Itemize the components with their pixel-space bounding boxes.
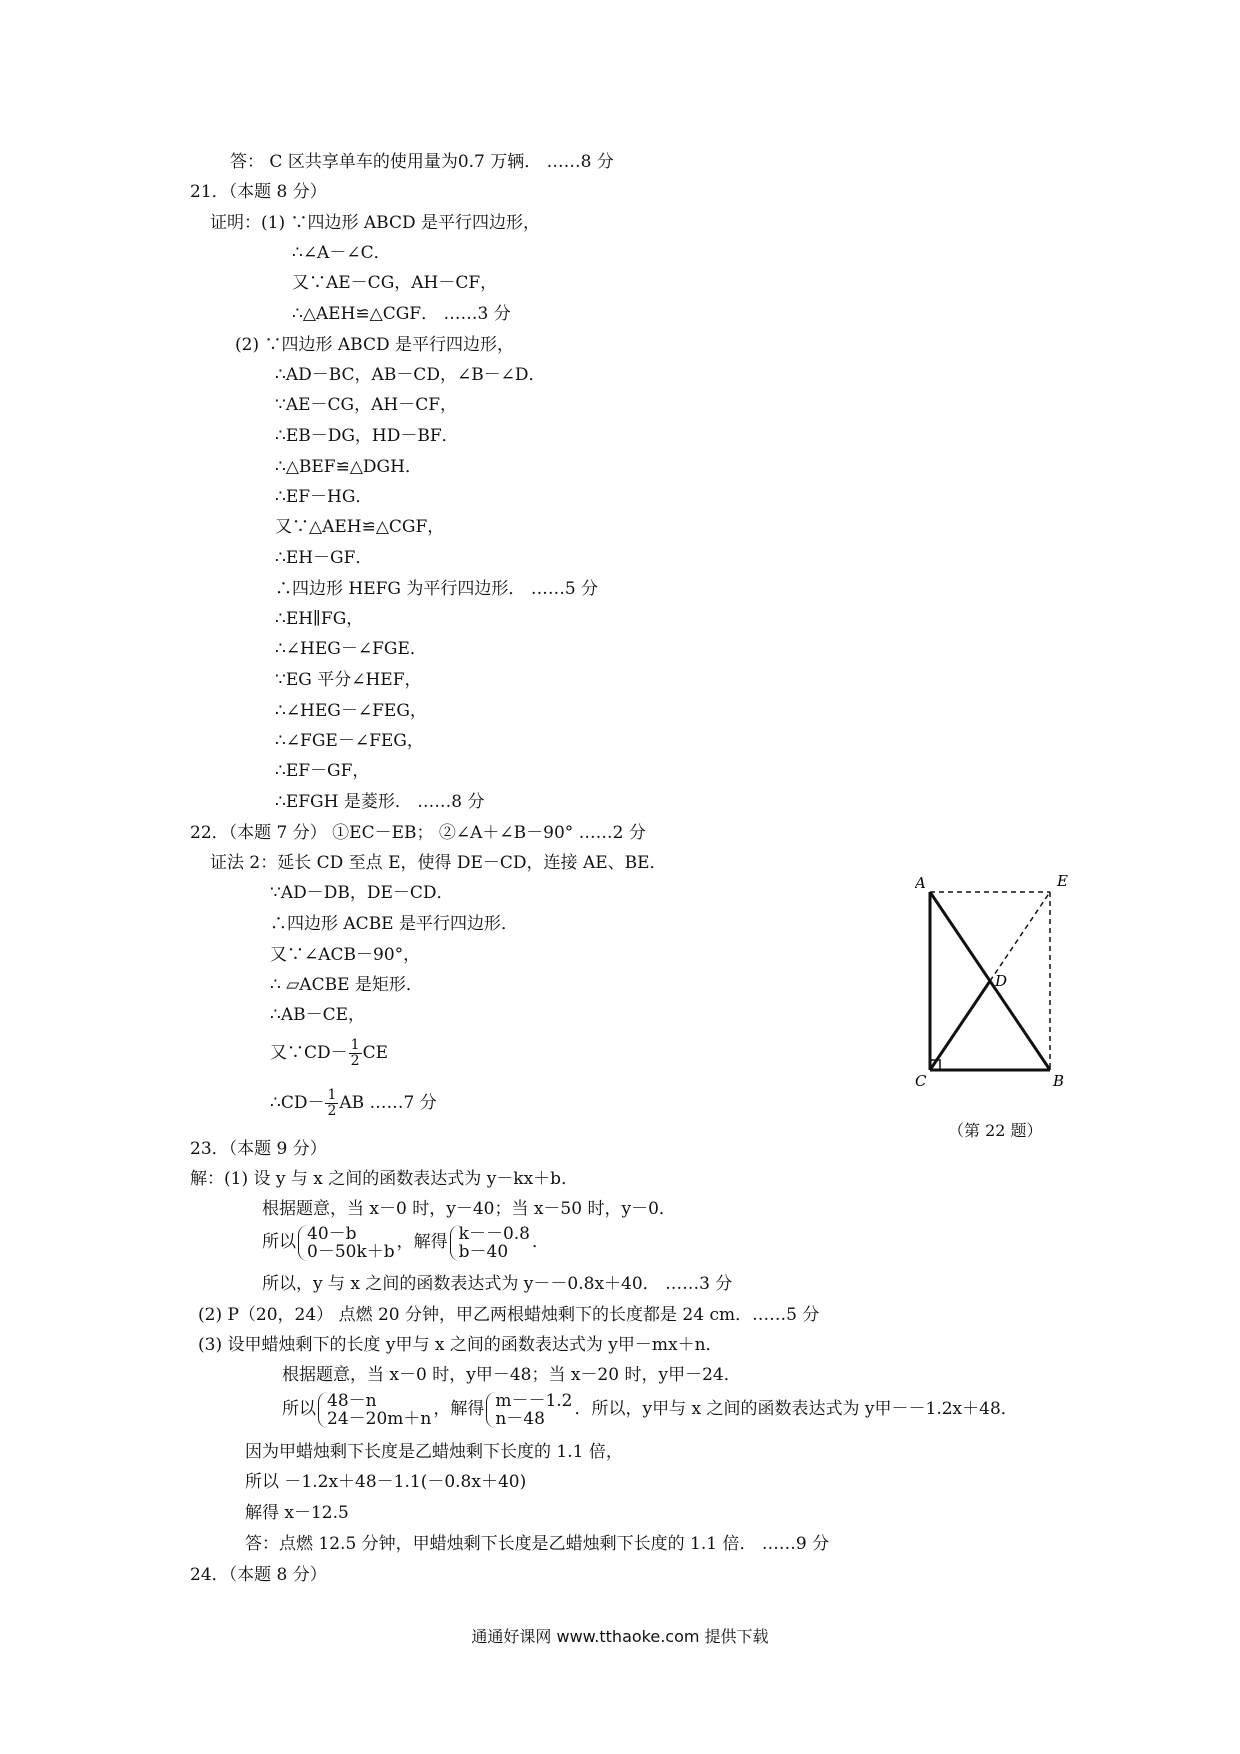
fraction-suffix: AB ……7 分 bbox=[339, 1093, 437, 1113]
proof-line: ∴EH∥FG， bbox=[275, 609, 364, 629]
proof-line: ∴AB－CE， bbox=[270, 1005, 366, 1025]
proof-line: 证明：(1) ∵四边形 ABCD 是平行四边形， bbox=[210, 213, 541, 233]
proof-line: 证法 2：延长 CD 至点 E，使得 DE－CD，连接 AE、BE． bbox=[210, 853, 667, 873]
equation: 40－b bbox=[307, 1223, 357, 1244]
proof-line: ∴∠HEG－∠FEG， bbox=[275, 701, 427, 721]
proof-line: ∴四边形 ACBE 是平行四边形． bbox=[270, 914, 518, 934]
proof-line: ∴ ▱ACBE 是矩形． bbox=[270, 975, 423, 995]
page-footer: 通通好课网 www.tthaoke.com 提供下载 bbox=[471, 1627, 769, 1646]
geometry-figure-22 bbox=[915, 870, 1085, 1100]
question-heading-24: 24．（本题 8 分） bbox=[190, 1565, 327, 1585]
proof-line: ∴四边形 HEFG 为平行四边形． ……5 分 bbox=[275, 579, 599, 599]
equation: m－－1.2 bbox=[495, 1390, 573, 1411]
solution-line: (3) 设甲蜡烛剩下的长度 y甲与 x 之间的函数表达式为 y甲－mx＋n． bbox=[198, 1335, 723, 1355]
equation: 0－50k＋b bbox=[307, 1241, 395, 1262]
system-prefix: 所以 bbox=[282, 1399, 316, 1419]
question-heading-23: 23．（本题 9 分） bbox=[190, 1139, 327, 1159]
system-suffix: ．所以，y甲与 x 之间的函数表达式为 y甲－－1.2x＋48． bbox=[574, 1399, 1018, 1419]
proof-line: ∴AD－BC，AB－CD，∠B－∠D． bbox=[275, 365, 546, 385]
system-middle: ，解得 bbox=[433, 1399, 485, 1419]
fraction-one-half bbox=[349, 1038, 362, 1069]
equation-system-line bbox=[282, 1389, 1018, 1429]
proof-line: ∴EF－GF， bbox=[275, 761, 370, 781]
proof-line: ∵EG 平分∠HEF， bbox=[275, 670, 422, 690]
solution-line: 所以，y 与 x 之间的函数表达式为 y－－0.8x＋40． ……3 分 bbox=[262, 1274, 733, 1294]
question-heading-22: 22．（本题 7 分） ①EC－EB； ②∠A＋∠B－90° ……2 分 bbox=[190, 823, 646, 843]
proof-line: ∴△BEF≌△DGH． bbox=[275, 457, 422, 477]
proof-line: ∴∠A－∠C． bbox=[292, 243, 391, 263]
fraction-denominator: 2 bbox=[350, 1053, 360, 1069]
proof-line: ∴∠HEG－∠FGE． bbox=[275, 639, 427, 659]
proof-line: ∵AD－DB，DE－CD． bbox=[270, 883, 454, 903]
proof-line: ∴△AEH≌△CGF． ……3 分 bbox=[292, 304, 511, 324]
proof-line: ∴EFGH 是菱形． ……8 分 bbox=[275, 792, 485, 812]
question-heading-21: 21．（本题 8 分） bbox=[190, 182, 327, 202]
fraction-numerator: 1 bbox=[350, 1037, 360, 1053]
fraction-numerator: 1 bbox=[327, 1087, 337, 1103]
solution-line: 因为甲蜡烛剩下长度是乙蜡烛剩下长度的 1.1 倍， bbox=[245, 1442, 623, 1462]
solution-system bbox=[486, 1392, 572, 1428]
fraction-denominator: 2 bbox=[327, 1103, 337, 1119]
fraction-suffix: CE bbox=[362, 1043, 388, 1063]
answer-line: 答：点燃 12.5 分钟，甲蜡烛剩下长度是乙蜡烛剩下长度的 1.1 倍． ……9 分 bbox=[245, 1534, 830, 1554]
proof-line: 又∵AE－CG，AH－CF， bbox=[292, 273, 498, 293]
equation-system bbox=[318, 1392, 431, 1428]
figure-caption: （第 22 题） bbox=[948, 1121, 1043, 1140]
proof-line: ∵AE－CG，AH－CF， bbox=[275, 395, 457, 415]
fraction-prefix: ∴CD－ bbox=[270, 1093, 325, 1113]
fraction-one-half bbox=[325, 1088, 338, 1119]
label-c: C bbox=[915, 1072, 927, 1090]
proof-line: 又∵△AEH≌△CGF， bbox=[275, 517, 445, 537]
label-a: A bbox=[915, 874, 926, 892]
equation: 48－n bbox=[327, 1390, 377, 1411]
solution-line: 解：(1) 设 y 与 x 之间的函数表达式为 y－kx＋b． bbox=[190, 1169, 579, 1189]
proof-line: (2) ∵四边形 ABCD 是平行四边形， bbox=[235, 335, 515, 355]
solution-line: 所以 －1.2x＋48－1.1(－0.8x＋40) bbox=[245, 1472, 527, 1492]
system-middle: ，解得 bbox=[396, 1232, 448, 1252]
label-e: E bbox=[1057, 872, 1068, 890]
answer-line: 答： C 区共享单车的使用量为0.7 万辆． ……8 分 bbox=[230, 152, 614, 172]
fraction-line bbox=[270, 1036, 388, 1070]
equation-system-line bbox=[262, 1222, 549, 1262]
solution-line: 根据题意，当 x－0 时，y－40；当 x－50 时，y－0． bbox=[262, 1199, 676, 1219]
equation: n－48 bbox=[495, 1408, 545, 1429]
solution-line: 根据题意，当 x－0 时，y甲－48；当 x－20 时，y甲－24． bbox=[282, 1365, 741, 1385]
fraction-prefix: 又∵CD－ bbox=[270, 1043, 348, 1063]
label-b: B bbox=[1053, 1072, 1065, 1090]
solution-line: (2) P（20，24） 点燃 20 分钟，甲乙两根蜡烛剩下的长度都是 24 cm．……5 分 bbox=[198, 1305, 820, 1325]
proof-line: ∴EH－GF． bbox=[275, 548, 373, 568]
proof-line: ∴EF－HG． bbox=[275, 487, 373, 507]
system-suffix: ． bbox=[531, 1232, 549, 1252]
proof-line: ∴EB－DG，HD－BF． bbox=[275, 426, 459, 446]
equation: 24－20m＋n bbox=[327, 1408, 432, 1429]
equation-system bbox=[298, 1225, 395, 1261]
equation: k－－0.8 bbox=[458, 1223, 530, 1244]
segment-cd bbox=[930, 981, 990, 1070]
solution-line: 解得 x－12.5 bbox=[245, 1503, 349, 1523]
fraction-line bbox=[270, 1086, 437, 1120]
proof-line: 又∵∠ACB－90°， bbox=[270, 945, 421, 965]
system-prefix: 所以 bbox=[262, 1232, 296, 1252]
solution-system bbox=[450, 1225, 530, 1261]
label-d: D bbox=[995, 972, 1008, 990]
segment-de bbox=[990, 892, 1050, 981]
equation: b－40 bbox=[458, 1241, 509, 1262]
proof-line: ∴∠FGE－∠FEG， bbox=[275, 731, 424, 751]
